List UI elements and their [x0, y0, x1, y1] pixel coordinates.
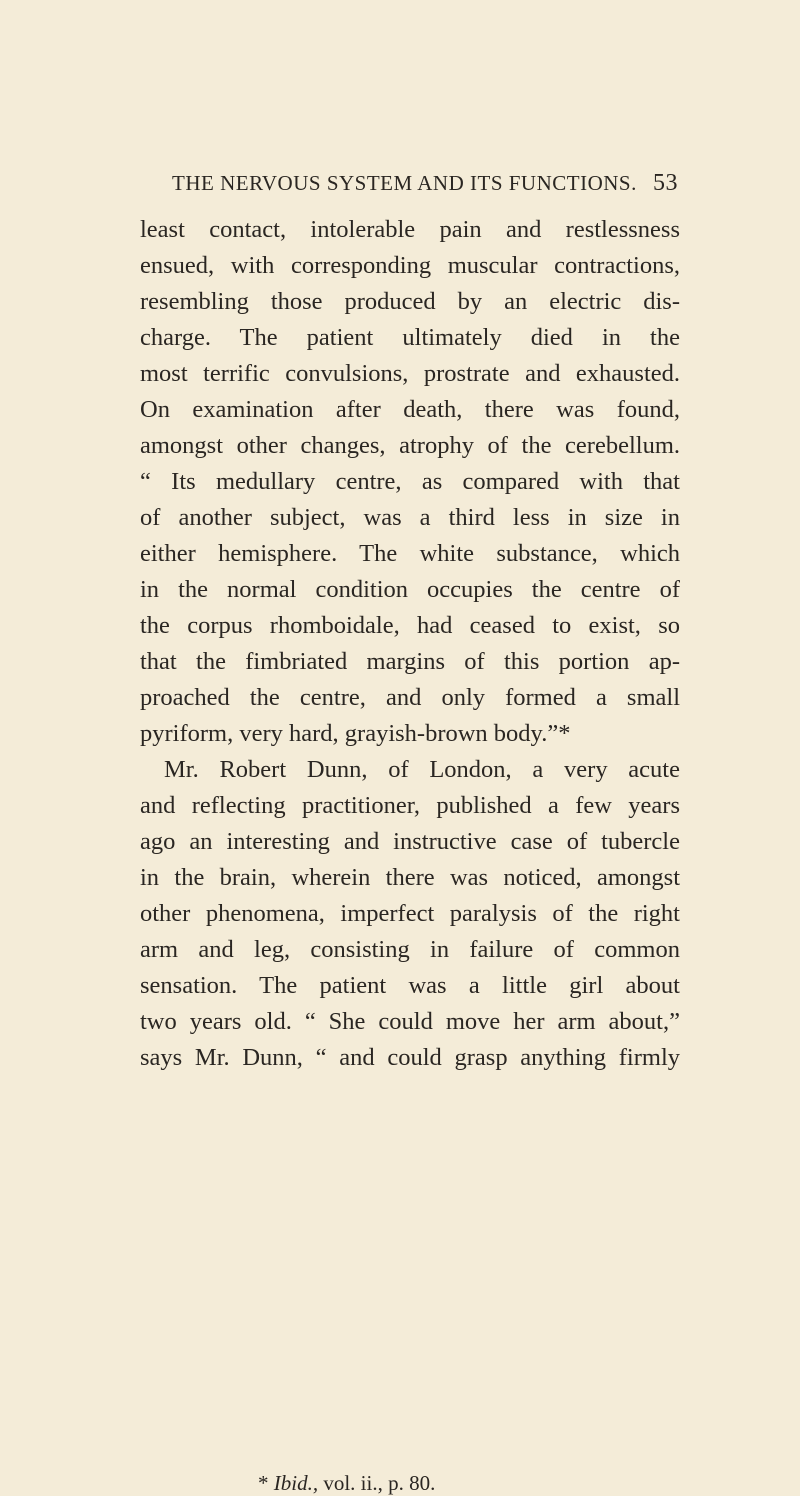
- text-line: the corpus rhomboidale, had ceased to exist, so: [140, 612, 680, 639]
- text-line: Mr. Robert Dunn, of London, a very acute: [164, 756, 680, 783]
- text-line: and reflecting practitioner, published a few years: [140, 792, 680, 819]
- footnote-ibid: Ibid.,: [273, 1471, 319, 1495]
- text-line: other phenomena, imperfect paralysis of the right: [140, 900, 680, 927]
- footnote-reference: vol. ii., p. 80.: [318, 1471, 436, 1495]
- text-line: of another subject, was a third less in size in: [140, 504, 680, 531]
- text-line: charge. The patient ultimately died in the: [140, 324, 680, 351]
- text-line: “ Its medullary centre, as compared with that: [140, 468, 680, 495]
- text-line: proached the centre, and only formed a small: [140, 684, 680, 711]
- text-line: resembling those produced by an electric dis-: [140, 288, 680, 315]
- text-line: amongst other changes, atrophy of the cerebellum.: [140, 432, 680, 459]
- text-line: two years old. “ She could move her arm about,”: [140, 1008, 680, 1035]
- text-line: ensued, with corresponding muscular contractions,: [140, 252, 680, 279]
- text-line: pyriform, very hard, grayish-brown body.”*: [140, 720, 571, 747]
- text-line: either hemisphere. The white substance, which: [140, 540, 680, 567]
- body-text: [140, 212, 680, 1076]
- text-line: ago an interesting and instructive case of tubercle: [140, 828, 680, 855]
- running-header: [172, 170, 678, 197]
- text-line: least contact, intolerable pain and restlessness: [140, 216, 680, 243]
- text-line: On examination after death, there was found,: [140, 396, 680, 423]
- text-line: arm and leg, consisting in failure of common: [140, 936, 680, 963]
- text-line: sensation. The patient was a little girl about: [140, 972, 680, 999]
- footnote: [258, 1471, 435, 1496]
- text-line: in the normal condition occupies the centre of: [140, 576, 680, 603]
- running-title: THE NERVOUS SYSTEM AND ITS FUNCTIONS.: [172, 171, 637, 195]
- footnote-marker: *: [258, 1471, 269, 1495]
- text-line: in the brain, wherein there was noticed, amongst: [140, 864, 680, 891]
- text-line: says Mr. Dunn, “ and could grasp anything firmly: [140, 1044, 680, 1071]
- text-line: that the fimbriated margins of this portion ap-: [140, 648, 680, 675]
- text-line: most terrific convulsions, prostrate and exhausted.: [140, 360, 680, 387]
- page-number: 53: [653, 170, 678, 196]
